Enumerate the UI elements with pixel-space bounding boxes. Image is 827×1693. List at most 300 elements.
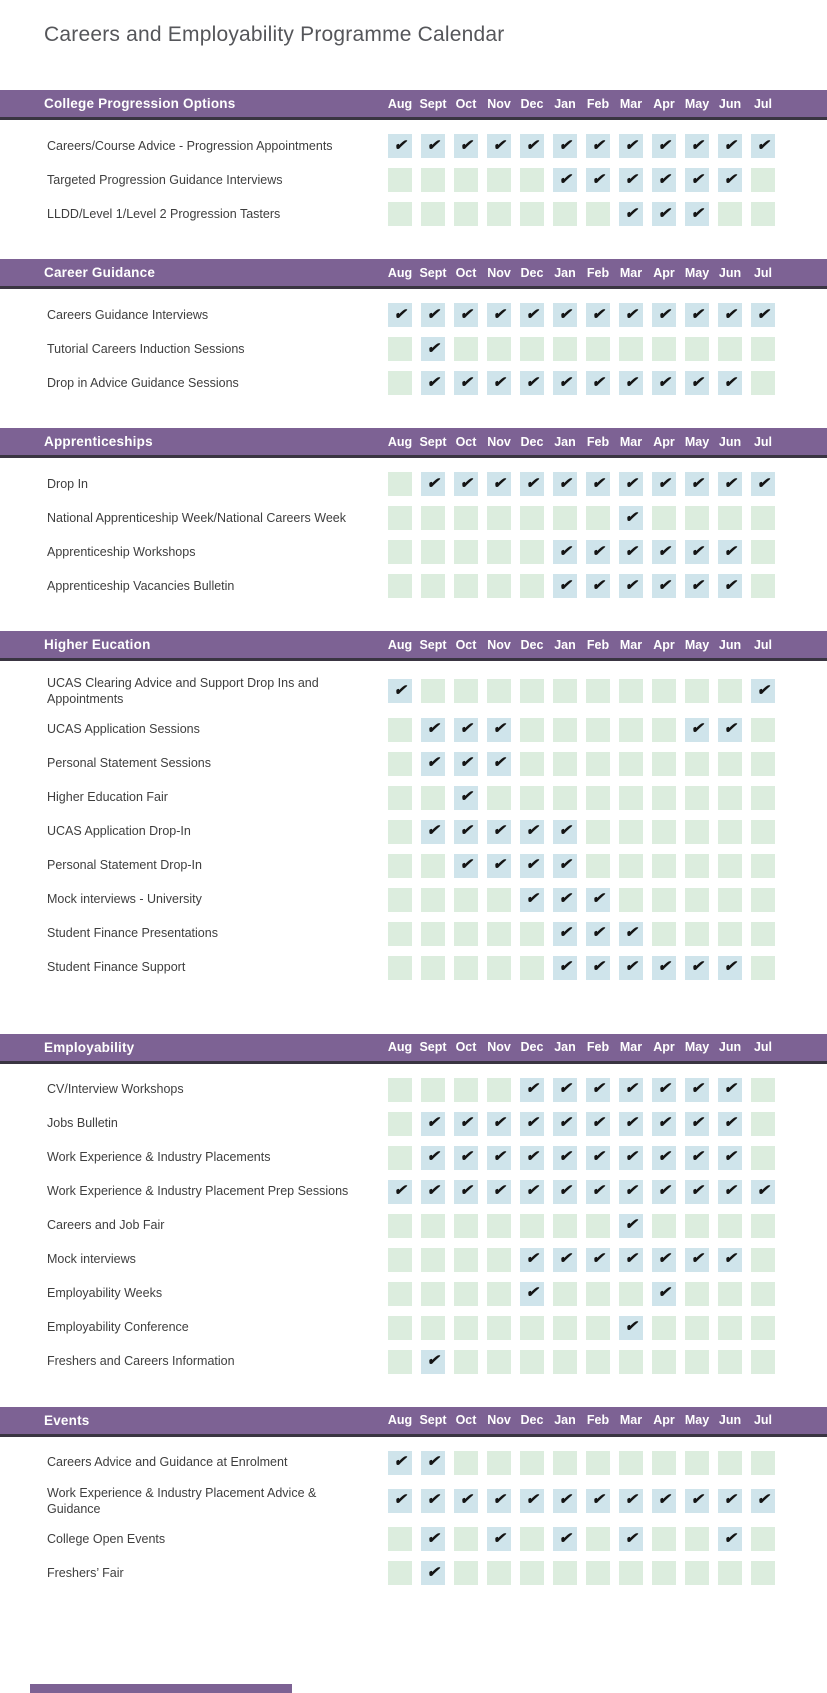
check-icon: ✔	[690, 576, 704, 594]
calendar-cell-mar-checked	[619, 1214, 643, 1238]
calendar-cell-sept-checked	[421, 1489, 445, 1513]
calendar-cell-sept-empty	[421, 786, 445, 810]
month-label-jun: Jun	[718, 265, 742, 280]
check-icon: ✔	[624, 924, 638, 941]
calendar-cell-nov-checked	[487, 1146, 511, 1170]
activity-label: Employability Conference	[47, 1320, 189, 1335]
month-label-jan: Jan	[554, 1413, 576, 1427]
check-icon: ✔	[558, 890, 572, 907]
check-icon: ✔	[657, 1250, 671, 1267]
calendar-cell-jan-empty	[553, 1561, 577, 1585]
month-label-sept: Sept	[419, 1040, 447, 1054]
calendar-cell-feb-checked	[586, 1248, 610, 1272]
section-rows	[0, 1437, 827, 1586]
calendar-cell-oct-empty	[454, 888, 478, 912]
calendar-cell-may-checked	[685, 472, 709, 496]
calendar-cell-jun-empty	[718, 820, 742, 844]
calendar-cell-apr-checked	[652, 1248, 676, 1272]
check-icon: ✔	[591, 1114, 605, 1131]
month-label-dec: Dec	[520, 1040, 544, 1054]
month-label-dec: Dec	[520, 1413, 544, 1427]
calendar-cell-feb-empty	[586, 1350, 610, 1374]
section-header-career-guidance	[0, 259, 827, 289]
calendar-cell-dec-empty	[520, 679, 544, 703]
check-icon: ✔	[525, 1114, 539, 1131]
check-icon: ✔	[624, 1216, 638, 1233]
calendar-cell-dec-checked	[520, 1078, 544, 1102]
check-icon: ✔	[624, 1491, 638, 1509]
calendar-cell-jul-empty	[751, 854, 775, 878]
check-icon: ✔	[558, 136, 572, 154]
check-icon: ✔	[525, 822, 539, 839]
calendar-cell-jul-empty	[751, 888, 775, 912]
check-icon: ✔	[558, 542, 572, 560]
calendar-cell-aug-empty	[388, 506, 412, 530]
calendar-cell-mar-empty	[619, 820, 643, 844]
calendar-cell-jun-checked	[718, 540, 742, 564]
calendar-cell-oct-checked	[454, 786, 478, 810]
activity-label: Mock interviews	[47, 1252, 136, 1267]
check-icon: ✔	[723, 1182, 737, 1199]
calendar-cell-feb-empty	[586, 679, 610, 703]
calendar-cell-may-empty	[685, 752, 709, 776]
calendar-cell-may-checked	[685, 1180, 709, 1204]
activity-label: Jobs Bulletin	[47, 1116, 118, 1131]
calendar-cell-nov-checked	[487, 472, 511, 496]
calendar-cell-apr-empty	[652, 1350, 676, 1374]
month-label-aug: Aug	[387, 434, 413, 449]
calendar-cell-feb-checked	[586, 1489, 610, 1513]
calendar-cell-aug-checked	[388, 1180, 412, 1204]
calendar-cell-jan-empty	[553, 1350, 577, 1374]
calendar-cell-jan-empty	[553, 1214, 577, 1238]
calendar-cell-dec-checked	[520, 472, 544, 496]
month-label-may: May	[684, 434, 710, 449]
calendar-cell-feb-empty	[586, 1527, 610, 1551]
month-label-apr: Apr	[653, 265, 675, 280]
check-icon: ✔	[591, 924, 605, 941]
calendar-cell-aug-empty	[388, 1316, 412, 1340]
calendar-cell-feb-empty	[586, 820, 610, 844]
check-icon: ✔	[723, 1114, 737, 1131]
month-label-nov: Nov	[487, 1413, 511, 1427]
check-icon: ✔	[558, 305, 572, 323]
calendar-cell-apr-checked	[652, 202, 676, 226]
calendar-cell-jan-checked	[553, 472, 577, 496]
check-icon: ✔	[558, 1529, 572, 1547]
sections-container	[0, 90, 827, 1585]
calendar-cell-oct-empty	[454, 168, 478, 192]
month-label-jan: Jan	[554, 265, 576, 280]
calendar-cell-apr-empty	[652, 1451, 676, 1475]
section-title: Employability	[44, 1039, 135, 1055]
section-header-grid	[0, 1407, 827, 1434]
calendar-cell-feb-checked	[586, 888, 610, 912]
check-icon: ✔	[624, 1250, 638, 1267]
check-icon: ✔	[723, 720, 737, 737]
calendar-cell-aug-checked	[388, 303, 412, 327]
calendar-cell-apr-checked	[652, 134, 676, 158]
check-icon: ✔	[426, 1563, 440, 1581]
activity-row-lldd-level-1-level-2-progression-tasters	[0, 202, 827, 226]
calendar-cell-jun-empty	[718, 1561, 742, 1585]
check-icon: ✔	[591, 576, 605, 594]
calendar-cell-oct-empty	[454, 574, 478, 598]
calendar-cell-jan-checked	[553, 1180, 577, 1204]
calendar-cell-jan-empty	[553, 786, 577, 810]
activity-label: Apprenticeship Vacancies Bulletin	[47, 578, 235, 593]
section-header-grid	[0, 631, 827, 658]
activity-row-ucas-application-sessions	[0, 718, 827, 742]
calendar-cell-dec-checked	[520, 1112, 544, 1136]
calendar-cell-aug-empty	[388, 854, 412, 878]
section-header-employability	[0, 1034, 827, 1064]
check-icon: ✔	[624, 1114, 638, 1131]
month-label-nov: Nov	[487, 96, 511, 111]
activity-row-careers-course-advice-progression-appointments	[0, 134, 827, 158]
month-label-jun: Jun	[718, 1040, 742, 1054]
month-label-mar: Mar	[619, 265, 643, 280]
section-employability	[0, 1034, 827, 1374]
calendar-cell-aug-empty	[388, 202, 412, 226]
activity-label: Drop in Advice Guidance Sessions	[47, 375, 239, 390]
calendar-cell-nov-checked	[487, 371, 511, 395]
check-icon: ✔	[558, 1080, 572, 1097]
calendar-cell-jul-empty	[751, 1316, 775, 1340]
calendar-cell-dec-empty	[520, 1527, 544, 1551]
activity-row-employability-conference	[0, 1316, 827, 1340]
activity-row-freshers-and-careers-information	[0, 1350, 827, 1374]
check-icon: ✔	[525, 1182, 539, 1199]
check-icon: ✔	[558, 958, 572, 975]
check-icon: ✔	[459, 754, 473, 771]
calendar-cell-may-empty	[685, 888, 709, 912]
calendar-cell-jun-checked	[718, 1489, 742, 1513]
check-icon: ✔	[492, 1529, 506, 1547]
calendar-cell-mar-empty	[619, 679, 643, 703]
month-label-oct: Oct	[455, 637, 477, 652]
check-icon: ✔	[459, 1114, 473, 1131]
calendar-cell-nov-checked	[487, 1489, 511, 1513]
calendar-cell-oct-checked	[454, 718, 478, 742]
check-icon: ✔	[459, 136, 473, 154]
check-icon: ✔	[492, 136, 506, 154]
calendar-cell-jul-empty	[751, 1561, 775, 1585]
calendar-cell-sept-checked	[421, 337, 445, 361]
check-icon: ✔	[393, 1453, 407, 1470]
check-icon: ✔	[624, 542, 638, 560]
check-icon: ✔	[624, 204, 638, 222]
check-icon: ✔	[558, 1250, 572, 1267]
check-icon: ✔	[723, 1250, 737, 1267]
calendar-cell-jan-checked	[553, 1489, 577, 1513]
activity-label: CV/Interview Workshops	[47, 1082, 184, 1097]
check-icon: ✔	[723, 1529, 737, 1547]
calendar-cell-jun-empty	[718, 854, 742, 878]
calendar-cell-sept-checked	[421, 134, 445, 158]
check-icon: ✔	[591, 136, 605, 154]
calendar-cell-jul-empty	[751, 752, 775, 776]
calendar-cell-jun-empty	[718, 1214, 742, 1238]
calendar-cell-may-empty	[685, 1282, 709, 1306]
calendar-cell-apr-empty	[652, 679, 676, 703]
calendar-cell-nov-empty	[487, 888, 511, 912]
month-label-mar: Mar	[619, 1413, 643, 1427]
check-icon: ✔	[624, 373, 638, 391]
month-label-jul: Jul	[753, 96, 773, 111]
page-title: Careers and Employability Programme Calendar	[44, 23, 505, 46]
calendar-cell-oct-empty	[454, 1248, 478, 1272]
check-icon: ✔	[690, 1080, 704, 1097]
calendar-cell-jan-checked	[553, 303, 577, 327]
check-icon: ✔	[525, 890, 539, 907]
section-header-grid	[0, 259, 827, 286]
check-icon: ✔	[723, 576, 737, 594]
calendar-cell-mar-checked	[619, 540, 643, 564]
check-icon: ✔	[426, 1529, 440, 1547]
month-label-may: May	[684, 637, 710, 652]
calendar-cell-may-empty	[685, 854, 709, 878]
activity-label: Careers Advice and Guidance at Enrolment	[47, 1455, 288, 1470]
check-icon: ✔	[723, 136, 737, 154]
month-label-feb: Feb	[586, 434, 610, 449]
calendar-cell-jan-empty	[553, 679, 577, 703]
calendar-cell-jun-empty	[718, 786, 742, 810]
calendar-cell-feb-empty	[586, 752, 610, 776]
calendar-cell-may-empty	[685, 1527, 709, 1551]
month-label-sept: Sept	[419, 265, 447, 280]
check-icon: ✔	[624, 170, 638, 188]
check-icon: ✔	[492, 720, 506, 737]
calendar-cell-mar-checked	[619, 303, 643, 327]
calendar-cell-feb-empty	[586, 202, 610, 226]
section-rows	[0, 120, 827, 226]
calendar-cell-nov-empty	[487, 1561, 511, 1585]
activity-row-personal-statement-drop-in	[0, 854, 827, 878]
calendar-cell-oct-checked	[454, 1180, 478, 1204]
calendar-cell-mar-empty	[619, 854, 643, 878]
activity-row-ucas-clearing-advice-and-support-drop-ins-and-appointments	[0, 675, 827, 708]
calendar-cell-apr-checked	[652, 303, 676, 327]
calendar-cell-aug-checked	[388, 134, 412, 158]
check-icon: ✔	[690, 204, 704, 222]
check-icon: ✔	[459, 305, 473, 323]
check-icon: ✔	[657, 305, 671, 323]
check-icon: ✔	[426, 474, 440, 492]
calendar-cell-feb-empty	[586, 786, 610, 810]
check-icon: ✔	[492, 305, 506, 323]
calendar-cell-jul-empty	[751, 1146, 775, 1170]
calendar-cell-nov-checked	[487, 820, 511, 844]
month-label-feb: Feb	[586, 265, 610, 280]
activity-label: Employability Weeks	[47, 1286, 163, 1301]
calendar-cell-nov-empty	[487, 956, 511, 980]
section-header-apprenticeships	[0, 428, 827, 458]
calendar-cell-apr-empty	[652, 1527, 676, 1551]
calendar-cell-oct-empty	[454, 956, 478, 980]
calendar-cell-jul-checked	[751, 1180, 775, 1204]
calendar-cell-oct-empty	[454, 202, 478, 226]
calendar-cell-jul-empty	[751, 1451, 775, 1475]
calendar-cell-mar-empty	[619, 786, 643, 810]
check-icon: ✔	[657, 170, 671, 188]
section-header-college-progression-options	[0, 90, 827, 120]
calendar-cell-apr-checked	[652, 472, 676, 496]
month-label-mar: Mar	[619, 637, 643, 652]
activity-label: Freshers’ Fair	[47, 1565, 124, 1580]
calendar-cell-nov-empty	[487, 168, 511, 192]
calendar-cell-jan-checked	[553, 820, 577, 844]
check-icon: ✔	[657, 576, 671, 594]
month-label-dec: Dec	[520, 434, 544, 449]
check-icon: ✔	[525, 1491, 539, 1509]
check-icon: ✔	[690, 720, 704, 737]
calendar-cell-oct-empty	[454, 1451, 478, 1475]
calendar-cell-aug-empty	[388, 820, 412, 844]
check-icon: ✔	[393, 1182, 407, 1199]
calendar-cell-sept-checked	[421, 1112, 445, 1136]
calendar-cell-dec-empty	[520, 786, 544, 810]
check-icon: ✔	[492, 1182, 506, 1199]
activity-row-employability-weeks	[0, 1282, 827, 1306]
calendar-cell-jan-empty	[553, 337, 577, 361]
month-label-aug: Aug	[387, 265, 413, 280]
calendar-cell-feb-checked	[586, 922, 610, 946]
calendar-cell-apr-checked	[652, 168, 676, 192]
month-label-jan: Jan	[554, 96, 576, 111]
calendar-cell-jun-checked	[718, 1527, 742, 1551]
check-icon: ✔	[723, 373, 737, 391]
check-icon: ✔	[591, 1182, 605, 1199]
calendar-cell-sept-empty	[421, 168, 445, 192]
check-icon: ✔	[756, 1491, 770, 1509]
check-icon: ✔	[624, 136, 638, 154]
check-icon: ✔	[657, 136, 671, 154]
calendar-cell-jan-empty	[553, 1451, 577, 1475]
month-label-oct: Oct	[455, 1040, 477, 1054]
check-icon: ✔	[690, 305, 704, 323]
section-rows	[0, 458, 827, 598]
activity-row-tutorial-careers-induction-sessions	[0, 337, 827, 361]
calendar-cell-jan-checked	[553, 134, 577, 158]
calendar-cell-may-checked	[685, 202, 709, 226]
calendar-cell-feb-checked	[586, 168, 610, 192]
calendar-cell-mar-checked	[619, 202, 643, 226]
calendar-cell-feb-empty	[586, 718, 610, 742]
calendar-cell-jun-empty	[718, 337, 742, 361]
calendar-cell-sept-empty	[421, 574, 445, 598]
calendar-cell-jul-empty	[751, 1214, 775, 1238]
activity-label: Student Finance Support	[47, 960, 186, 975]
calendar-cell-jul-empty	[751, 1350, 775, 1374]
activity-row-student-finance-support	[0, 956, 827, 980]
check-icon: ✔	[690, 1148, 704, 1165]
calendar-cell-aug-empty	[388, 888, 412, 912]
calendar-cell-oct-empty	[454, 1561, 478, 1585]
calendar-cell-jun-checked	[718, 134, 742, 158]
calendar-cell-mar-empty	[619, 718, 643, 742]
calendar-cell-sept-checked	[421, 1180, 445, 1204]
calendar-cell-jun-checked	[718, 956, 742, 980]
calendar-cell-feb-empty	[586, 854, 610, 878]
activity-label: Work Experience & Industry Placement Prep Sessions	[47, 1184, 349, 1199]
calendar-cell-feb-empty	[586, 1282, 610, 1306]
activity-label: Careers/Course Advice - Progression Appointments	[47, 138, 333, 153]
calendar-cell-dec-empty	[520, 1316, 544, 1340]
check-icon: ✔	[624, 474, 638, 492]
month-label-feb: Feb	[586, 1040, 610, 1054]
calendar-cell-apr-empty	[652, 854, 676, 878]
activity-label: Personal Statement Sessions	[47, 756, 211, 771]
check-icon: ✔	[492, 373, 506, 391]
month-label-dec: Dec	[520, 96, 544, 111]
calendar-cell-feb-empty	[586, 337, 610, 361]
calendar-cell-aug-empty	[388, 1350, 412, 1374]
calendar-cell-may-empty	[685, 1350, 709, 1374]
check-icon: ✔	[426, 1352, 440, 1369]
calendar-cell-dec-empty	[520, 922, 544, 946]
activity-label: Targeted Progression Guidance Interviews	[47, 172, 283, 187]
calendar-cell-apr-empty	[652, 1316, 676, 1340]
check-icon: ✔	[525, 1148, 539, 1165]
calendar-cell-sept-empty	[421, 1282, 445, 1306]
activity-label: College Open Events	[47, 1531, 166, 1546]
calendar-cell-dec-checked	[520, 1248, 544, 1272]
calendar-cell-aug-empty	[388, 337, 412, 361]
calendar-cell-jul-empty	[751, 1248, 775, 1272]
calendar-cell-jun-empty	[718, 1282, 742, 1306]
calendar-cell-mar-checked	[619, 506, 643, 530]
check-icon: ✔	[591, 373, 605, 391]
check-icon: ✔	[591, 1250, 605, 1267]
check-icon: ✔	[492, 856, 506, 873]
calendar-cell-aug-empty	[388, 472, 412, 496]
calendar-cell-jul-empty	[751, 1282, 775, 1306]
calendar-cell-sept-checked	[421, 718, 445, 742]
calendar-cell-jan-checked	[553, 1248, 577, 1272]
month-label-apr: Apr	[653, 637, 675, 652]
calendar-cell-nov-checked	[487, 1527, 511, 1551]
calendar-cell-jun-checked	[718, 303, 742, 327]
calendar-cell-dec-empty	[520, 1451, 544, 1475]
activity-row-personal-statement-sessions	[0, 752, 827, 776]
activity-label: Careers and Job Fair	[47, 1218, 165, 1233]
calendar-cell-oct-checked	[454, 1489, 478, 1513]
check-icon: ✔	[525, 856, 539, 873]
calendar-cell-jan-checked	[553, 854, 577, 878]
check-icon: ✔	[558, 856, 572, 873]
calendar-cell-jan-empty	[553, 718, 577, 742]
month-label-jan: Jan	[554, 637, 576, 652]
calendar-cell-jun-empty	[718, 1316, 742, 1340]
calendar-cell-dec-empty	[520, 506, 544, 530]
section-header-grid	[0, 90, 827, 117]
activity-row-careers-advice-and-guidance-at-enrolment	[0, 1451, 827, 1475]
check-icon: ✔	[558, 924, 572, 941]
calendar-cell-sept-empty	[421, 506, 445, 530]
check-icon: ✔	[690, 1182, 704, 1199]
calendar-cell-jan-checked	[553, 1112, 577, 1136]
calendar-cell-apr-checked	[652, 1489, 676, 1513]
check-icon: ✔	[624, 1148, 638, 1165]
calendar-cell-oct-empty	[454, 506, 478, 530]
calendar-cell-mar-checked	[619, 1180, 643, 1204]
check-icon: ✔	[426, 1114, 440, 1131]
check-icon: ✔	[426, 339, 440, 357]
check-icon: ✔	[558, 1182, 572, 1199]
calendar-cell-feb-checked	[586, 1180, 610, 1204]
month-label-jun: Jun	[718, 434, 742, 449]
